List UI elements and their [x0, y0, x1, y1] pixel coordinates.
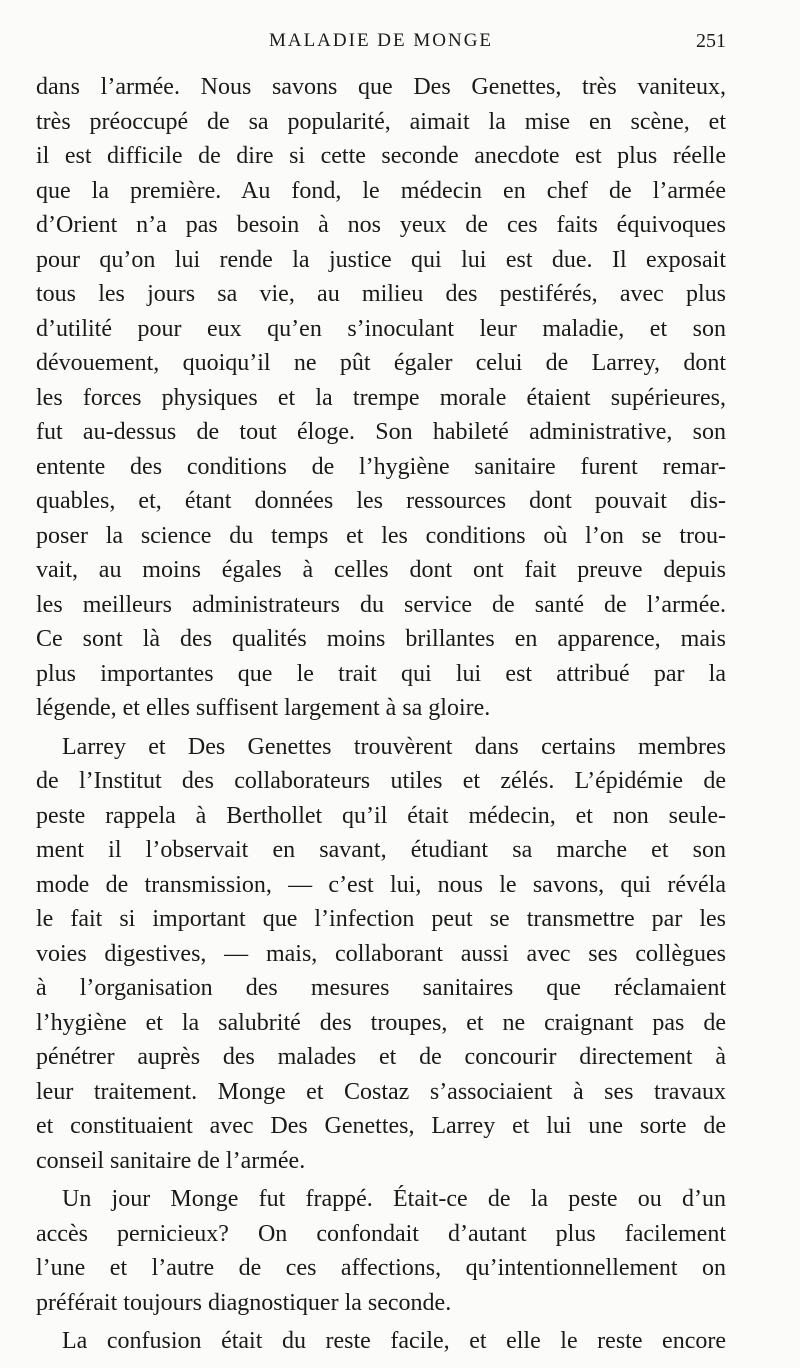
text-line: le fait si important que l’infection peut se transmettre par les	[36, 906, 726, 932]
text-line: entente des conditions de l’hygiène sanitaire furent remar-	[36, 453, 726, 480]
text-line: l’une et l’autre de ces affections, qu’intentionnellement on	[36, 1255, 726, 1281]
text-line: conseil sanitaire de l’armée.	[36, 1147, 306, 1174]
text-line: plus importantes que le trait qui lui est attribué par la	[36, 660, 726, 687]
text-line: l’hygiène et la salubrité des troupes, et ne craignant pas de	[36, 1009, 726, 1036]
text-line: accès pernicieux? On confondait d’autant plus facilement	[36, 1220, 726, 1247]
text-line: d’Orient n’a pas besoin à nos yeux de ces faits équivoques	[36, 212, 726, 238]
text-line: Un jour Monge fut frappé. Était-ce de la peste ou d’un	[62, 1186, 726, 1212]
text-line: quables, et, étant données les ressources dont pouvait dis-	[36, 488, 726, 514]
text-line: il est difficile de dire si cette seconde anecdote est plus réelle	[36, 143, 726, 169]
text-line: leur traitement. Monge et Costaz s’associaient à ses travaux	[36, 1078, 726, 1105]
text-line: poser la science du temps et les conditions où l’on se trou-	[36, 522, 726, 549]
text-line: et constituaient avec Des Genettes, Larrey et lui une sorte de	[36, 1113, 726, 1139]
text-line: tous les jours sa vie, au milieu des pestiférés, avec plus	[36, 281, 726, 307]
paragraph-1	[36, 70, 726, 726]
text-line: fut au-dessus de tout éloge. Son habileté administrative, son	[36, 419, 726, 445]
body-text	[36, 70, 726, 1359]
text-line: à l’organisation des mesures sanitaires que réclamaient	[36, 975, 726, 1001]
text-line: pour qu’on lui rende la justice qui lui est due. Il exposait	[36, 246, 726, 273]
text-line: La confusion était du reste facile, et elle le reste encore	[62, 1328, 726, 1354]
text-line: pénétrer auprès des malades et de concourir directement à	[36, 1044, 726, 1070]
running-title: MALADIE DE MONGE	[268, 30, 494, 51]
text-line: légende, et elles suffisent largement à sa gloire.	[36, 695, 491, 721]
text-line: préférait toujours diagnostiquer la seconde.	[36, 1289, 452, 1316]
running-header	[36, 30, 726, 58]
text-line: les meilleurs administrateurs du service de santé de l’armée.	[36, 591, 726, 618]
text-line: dans l’armée. Nous savons que Des Genettes, très vaniteux,	[36, 74, 726, 100]
text-line: dévouement, quoiqu’il ne pût égaler celui de Larrey, dont	[36, 350, 726, 376]
text-line: de l’Institut des collaborateurs utiles et zélés. L’épidémie de	[36, 768, 726, 794]
text-line: que la première. Au fond, le médecin en chef de l’armée	[36, 177, 726, 204]
paragraph-3	[36, 1182, 726, 1320]
text-line: Larrey et Des Genettes trouvèrent dans certains membres	[62, 733, 726, 760]
text-line: très préoccupé de sa popularité, aimait la mise en scène, et	[36, 108, 726, 135]
paragraph-4	[36, 1324, 726, 1359]
text-line: vait, au moins égales à celles dont ont fait preuve depuis	[36, 557, 726, 583]
page-number: 251	[696, 30, 726, 52]
text-line: Ce sont là des qualités moins brillantes en apparence, mais	[36, 626, 726, 652]
text-line: d’utilité pour eux qu’en s’inoculant leur maladie, et son	[36, 315, 726, 342]
text-line: les forces physiques et la trempe morale étaient supérieures,	[36, 384, 726, 411]
text-line: peste rappela à Berthollet qu’il était médecin, et non seule-	[36, 802, 726, 829]
paragraph-2	[36, 730, 726, 1179]
text-line: ment il l’observait en savant, étudiant sa marche et son	[36, 837, 726, 863]
text-line: voies digestives, — mais, collaborant aussi avec ses collègues	[36, 940, 726, 967]
text-line: mode de transmission, — c’est lui, nous le savons, qui révéla	[36, 871, 726, 898]
